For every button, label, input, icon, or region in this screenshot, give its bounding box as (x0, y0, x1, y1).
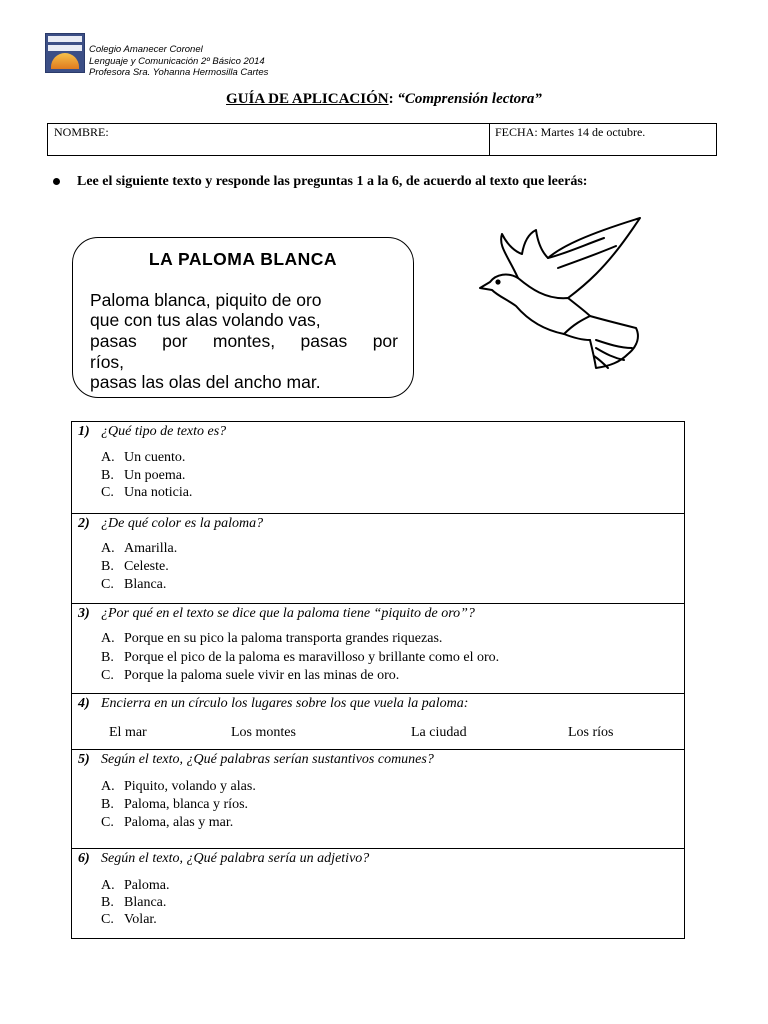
name-label: NOMBRE: (54, 125, 109, 139)
option-letter: B. (101, 468, 114, 483)
instruction-text: Lee el siguiente texto y responde las preguntas 1 a la 6, de acuerdo al texto que leerás: (77, 174, 588, 189)
option-letter: B. (101, 895, 114, 910)
option-b[interactable] (101, 895, 166, 911)
date-label: FECHA: Martes 14 de octubre. (495, 125, 646, 139)
question-4 (72, 693, 684, 750)
school-header (89, 44, 268, 79)
option-b[interactable] (101, 468, 185, 484)
logo-band-top (48, 36, 82, 42)
place-option[interactable]: Los montes (231, 725, 296, 740)
poem-line: Paloma blanca, piquito de oro (90, 290, 322, 310)
poem-line: pasas por montes, pasas por (90, 331, 398, 351)
option-letter: C. (101, 577, 114, 592)
poem-line: que con tus alas volando vas, (90, 310, 321, 330)
option-c[interactable] (101, 912, 157, 928)
option-text: Blanca. (124, 577, 167, 592)
question-6 (72, 848, 684, 940)
option-text: Porque el pico de la paloma es maravilloso y brillante como el oro. (124, 650, 500, 665)
option-a[interactable] (101, 631, 442, 647)
option-letter: A. (101, 779, 115, 794)
option-a[interactable] (101, 450, 185, 466)
logo-band-middle (48, 45, 82, 51)
option-letter: A. (101, 631, 115, 646)
poem-title: LA PALOMA BLANCA (148, 249, 338, 269)
place-option[interactable]: La ciudad (411, 725, 467, 740)
option-letter: B. (101, 559, 114, 574)
question-text: ¿Qué tipo de texto es? (101, 424, 227, 439)
option-text: Porque en su pico la paloma transporta grandes riquezas. (124, 631, 443, 646)
student-info-table (47, 123, 717, 156)
option-b[interactable] (101, 797, 248, 813)
option-letter: B. (101, 650, 114, 665)
question-text: Según el texto, ¿Qué palabra sería un adjetivo? (101, 851, 370, 866)
option-text: Porque la paloma suele vivir en las minas de oro. (124, 668, 400, 683)
place-option[interactable]: El mar (109, 725, 147, 740)
option-text: Una noticia. (124, 485, 193, 500)
question-number: 3) (78, 606, 90, 621)
school-name: Colegio Amanecer Coronel (89, 44, 203, 55)
place-option[interactable]: Los ríos (568, 725, 614, 740)
info-divider (489, 124, 490, 155)
option-text: Paloma. (124, 878, 170, 893)
option-c[interactable] (101, 485, 192, 501)
poem-box (72, 237, 414, 398)
option-text: Piquito, volando y alas. (124, 779, 256, 794)
option-letter: C. (101, 668, 114, 683)
option-a[interactable] (101, 779, 256, 795)
option-letter: C. (101, 485, 114, 500)
bullet-icon (53, 178, 60, 185)
guide-subtitle: “Comprensión lectora” (397, 91, 542, 107)
option-text: Paloma, blanca y ríos. (124, 797, 249, 812)
option-text: Blanca. (124, 895, 167, 910)
title-colon: : (388, 91, 398, 107)
question-3 (72, 603, 684, 694)
option-b[interactable] (101, 559, 169, 575)
school-logo (45, 33, 85, 73)
question-number: 2) (78, 516, 90, 531)
option-text: Amarilla. (124, 541, 178, 556)
option-letter: C. (101, 912, 114, 927)
question-2 (72, 513, 684, 604)
question-text: Según el texto, ¿Qué palabras serían sustantivos comunes? (101, 752, 434, 767)
option-c[interactable] (101, 577, 166, 593)
guide-title: GUÍA DE APLICACIÓN (226, 91, 389, 107)
option-a[interactable] (101, 878, 170, 894)
poem-line: pasas las olas del ancho mar. (90, 372, 321, 392)
page-title (0, 91, 768, 108)
question-number: 1) (78, 424, 90, 439)
question-text: Encierra en un círculo los lugares sobre los que vuela la paloma: (101, 696, 469, 711)
poem-line: ríos, (90, 352, 125, 372)
dove-illustration (478, 216, 646, 374)
option-c[interactable] (101, 668, 399, 684)
option-text: Un poema. (124, 468, 186, 483)
option-letter: C. (101, 815, 114, 830)
question-number: 5) (78, 752, 90, 767)
option-b[interactable] (101, 650, 499, 666)
option-letter: A. (101, 541, 115, 556)
option-letter: A. (101, 450, 115, 465)
question-1 (72, 422, 684, 513)
teacher-line: Profesora Sra. Yohanna Hermosilla Cartes (89, 67, 269, 78)
question-number: 6) (78, 851, 90, 866)
option-text: Celeste. (124, 559, 169, 574)
option-letter: A. (101, 878, 115, 893)
question-number: 4) (78, 696, 90, 711)
question-text: ¿De qué color es la paloma? (101, 516, 264, 531)
option-text: Volar. (124, 912, 157, 927)
question-5 (72, 749, 684, 849)
subject-line: Lenguaje y Comunicación 2º Básico 2014 (89, 55, 265, 67)
logo-sunrise-icon (51, 53, 79, 69)
option-c[interactable] (101, 815, 233, 831)
questions-table (71, 421, 685, 939)
option-a[interactable] (101, 541, 177, 557)
option-text: Paloma, alas y mar. (124, 815, 234, 830)
option-text: Un cuento. (124, 450, 186, 465)
question-text: ¿Por qué en el texto se dice que la paloma tiene “piquito de oro”? (101, 606, 475, 621)
option-letter: B. (101, 797, 114, 812)
